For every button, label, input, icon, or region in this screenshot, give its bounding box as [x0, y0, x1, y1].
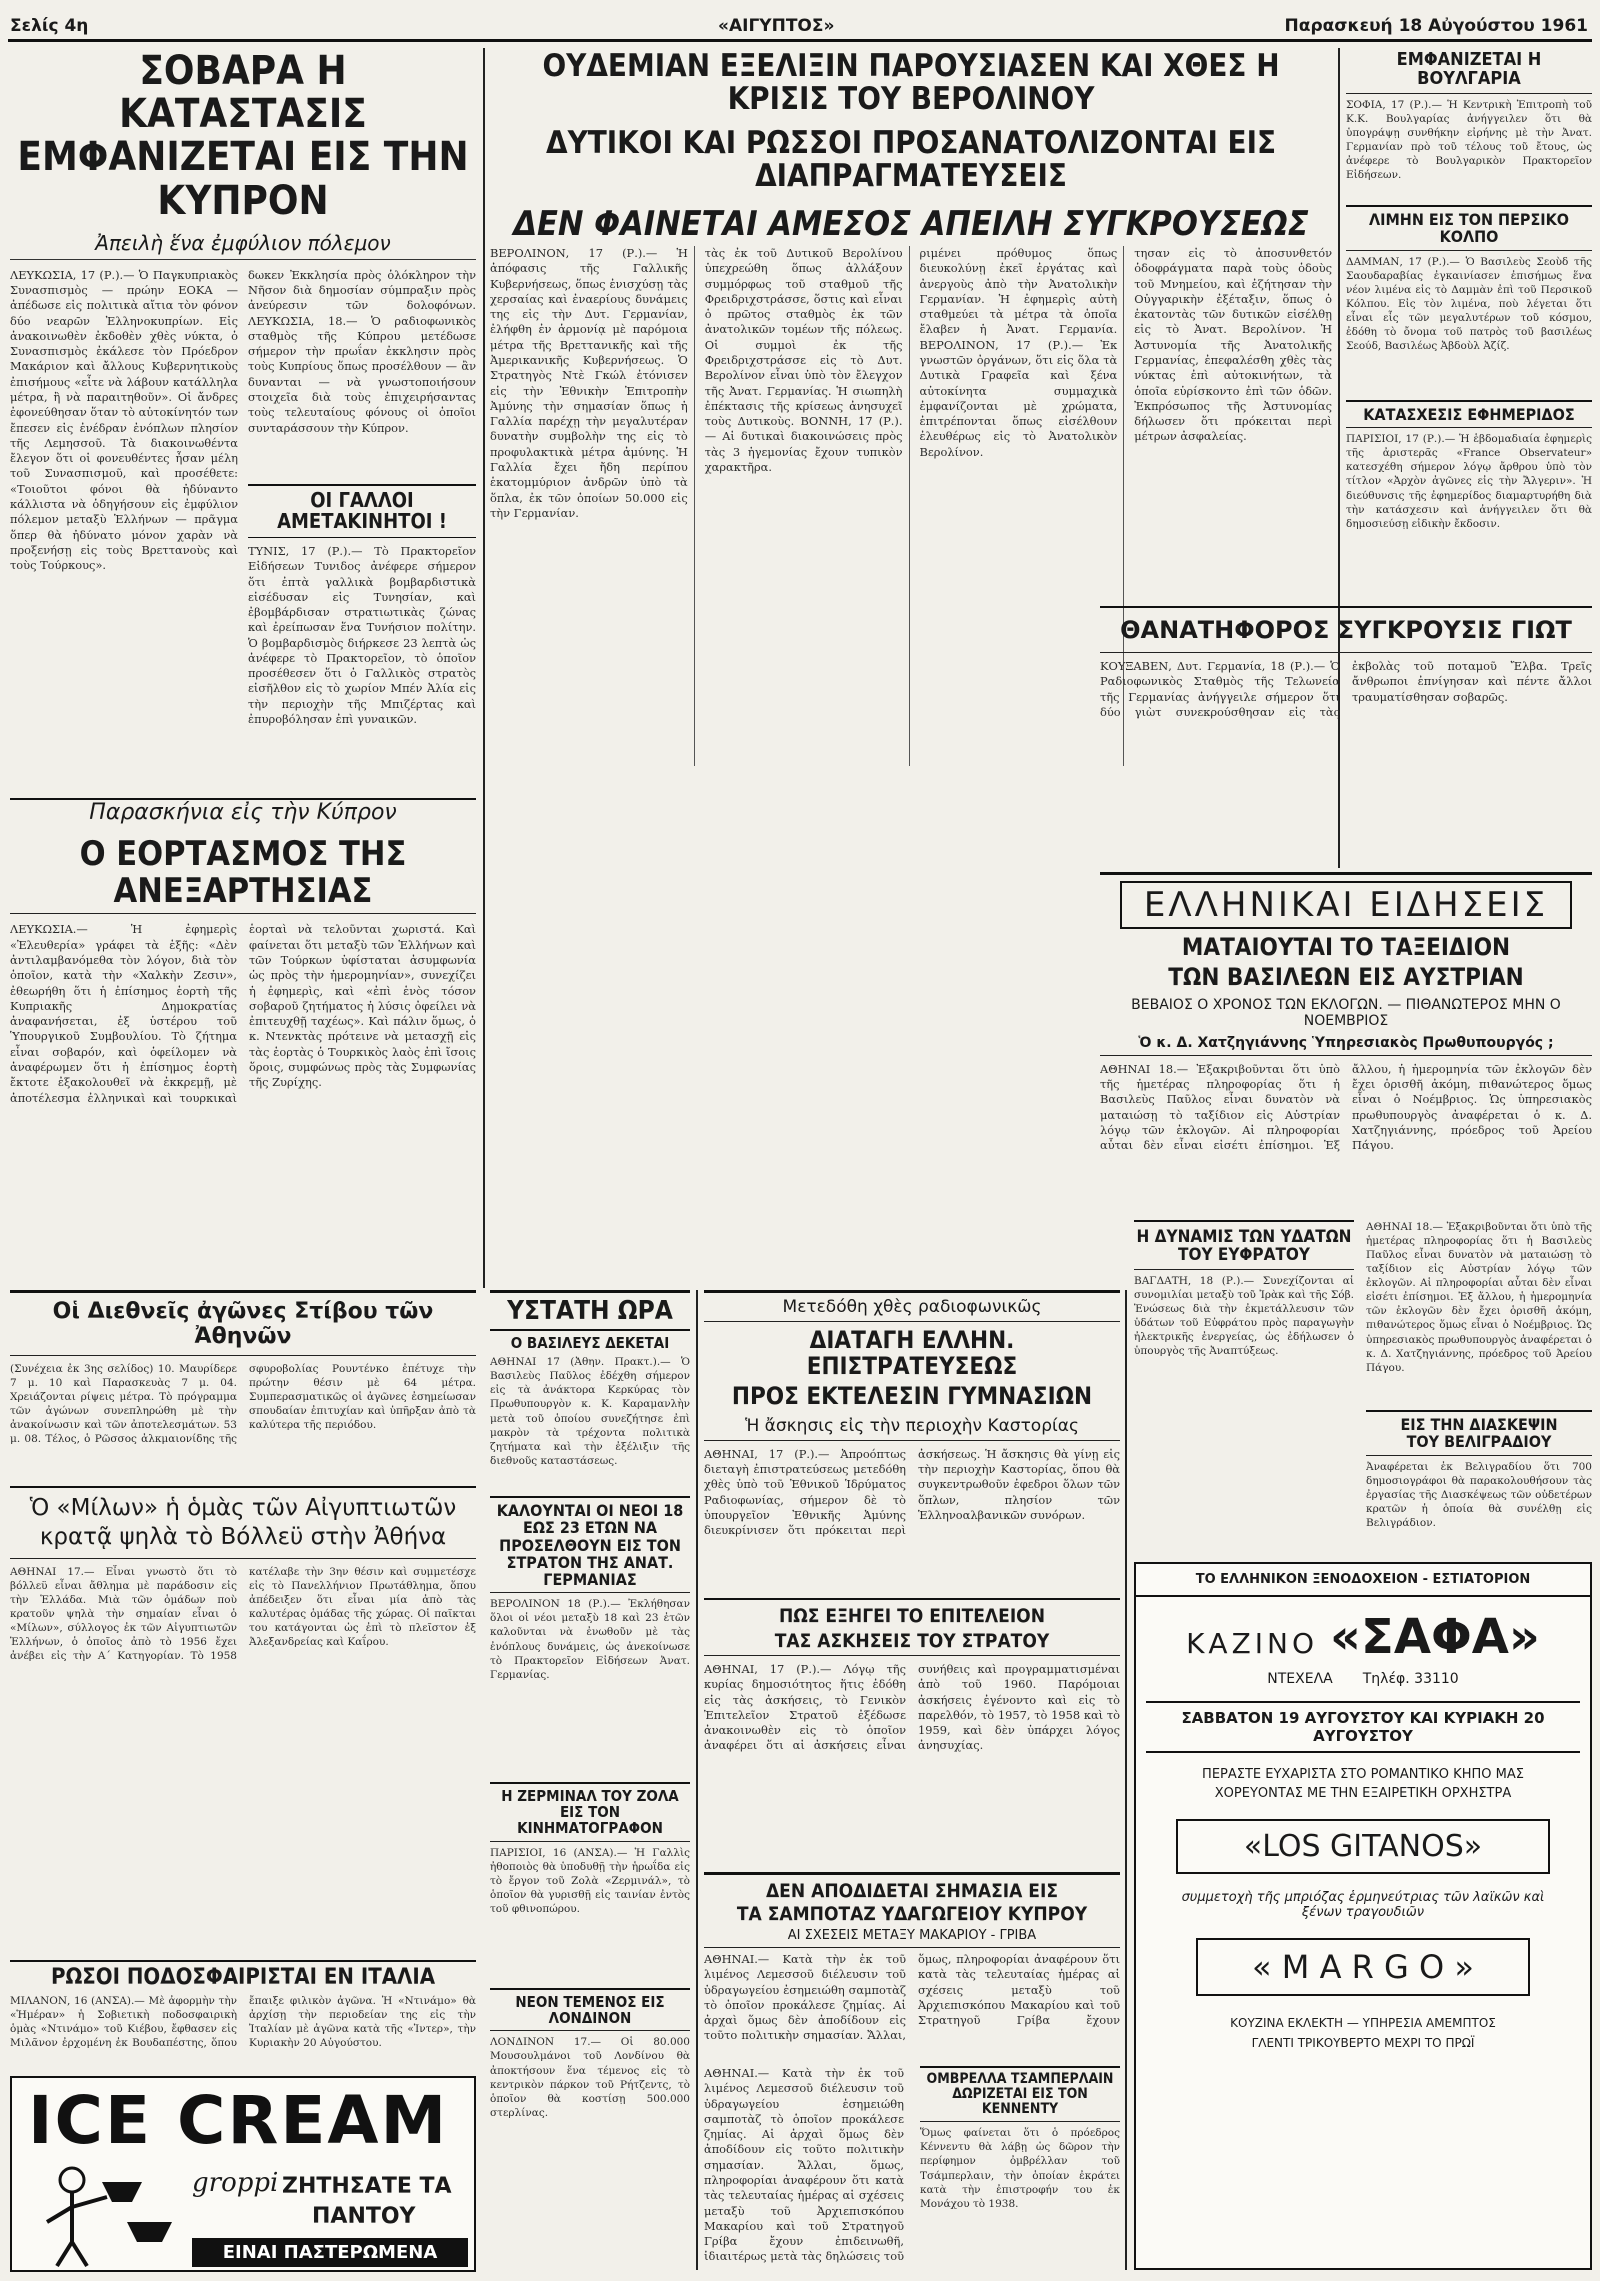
ellinikai-body: ΑΘΗΝΑΙ 18.— Ἐξακριβοῦνται ὅτι ὑπὸ τῆς ἡμετέρας πληροφορίας ὅτι ἡ Βασιλεὺς Παῦλος εἶναι δυνατὸν νὰ ματαιώσῃ τὸ ταξίδιον εἰς Αὐστρίαν λόγῳ τῶν ἐκλογῶν. Αἱ πληροφορίαι αὗται δὲν εἶναι εἰσέτι ἐπίσημοι. Ἐξ ἄλλου, ἡ ἡμερομηνία τῶν ἐκλογῶν δὲν ἔχει ὁρισθῆ ἀκόμη, πιθανώτερος ὅμως εἶναι ὁ Νοέμβριος. Ὡς ὑπηρεσιακὸς πρωθυπουργὸς ἀναφέρεται ὁ κ. Δ. Χατζηγιάννης, πρόεδρος τοῦ Ἀρείου Πάγου.	[1100, 1061, 1592, 1153]
epiteleio-body: ΑΘΗΝΑΙ, 17 (Ρ.).— Λόγῳ τῆς κυρίας δημοσιότητος ἥτις ἐδόθη εἰς τὰς ἀσκήσεις, τὸ Γενικὸν Ἐπιτελεῖον Στρατοῦ ἐξέδωσε ἀνακοινωθὲν εἰς τὸ ὁποῖον ἀναφέρει ὅτι αἱ ἀσκήσεις εἶναι συνήθεις καὶ προγραμματισμέναι ἀπὸ τοῦ 1960. Παρόμοιαι ἀσκήσεις ἐγένοντο καὶ εἰς τὸ παρελθόν, τὸ 1957, τὸ 1958 καὶ τὸ 1959, καὶ δὲν ὑπάρχει λόγος ἀνησυχίας.	[704, 1662, 1120, 1753]
ombrella-body: Ὅμως φαίνεται ὅτι ὁ πρόεδρος Κέννεντυ θὰ λάβῃ ὡς δῶρον τὴν περίφημον ὀμβρέλλαν τοῦ Τσάμπερλαιν, τὴν ὁποίαν ἐκράτει κατὰ τὴν ἐπιστροφήν του ἐκ Μονάχου τὸ 1938.	[920, 2127, 1120, 2210]
berlin-headlines	[490, 50, 1332, 240]
bulgaria-article	[1346, 50, 1592, 200]
epiteleio-headline-2: ΤΑΣ ΑΣΚΗΣΕΙΣ ΤΟΥ ΣΤΡΑΤΟΥ	[704, 1631, 1120, 1657]
ellinikai-continued: ΑΘΗΝΑΙ 18.— Ἐξακριβοῦνται ὅτι ὑπὸ τῆς ἡμετέρας πληροφορίας ὅτι ἡ Βασιλεὺς Παῦλος εἶναι δυνατὸν νὰ ματαιώσῃ τὸ ταξίδιον εἰς Αὐστρίαν λόγῳ τῶν ἐκλογῶν. Αἱ πληροφορίαι αὗται δὲν εἶναι εἰσέτι ἐπίσημοι. Ἐξ ἄλλου, ἡ ἡμερομηνία τῶν ἐκλογῶν δὲν ἔχει ὁρισθῆ ἀκόμη, πιθανώτερος ὅμως εἶναι ὁ Νοέμβριος. Ὡς ὑπηρεσιακὸς πρωθυπουργὸς ἀναφέρεται ὁ κ. Δ. Χατζηγιάννης, πρόεδρος τοῦ Ἀρείου Πάγου.	[1366, 1221, 1592, 1374]
column-rule	[1125, 1290, 1127, 2270]
eortasmos-body: ΛΕΥΚΩΣΙΑ.— Ἡ ἐφημερὶς «Ἐλευθερία» γράφει τὰ ἑξῆς: «Δὲν ἀντιλαμβανόμεθα τὸν λόγον, διὰ τὸν ὁποῖον, κατὰ τὴν «Χαλκὴν Ζεσιν», ἐθεωρήθη ὅτι ἡ ἐπίσημος ἑορτὴ τῆς Κυπριακῆς Δημοκρατίας ἀναφανήσεται, ἐξ ὑστέρου τοῦ Ὑπουργικοῦ Συμβουλίου. Τὸ ζήτημα εἶναι σοβαρόν, καὶ ὁφείλομεν νὰ ἀναφέρωμεν ὅτι ἡ ἐπίσημος ἑορτὴ ἔκτοτε ἐξακολουθεῖ νὰ ἐκκρεμῇ, μὲ ἀποτέλεσμα ἐλληνικαὶ καὶ τουρκικαὶ ἑορταὶ νὰ τελοῦνται χωριστά. Καὶ φαίνεται ὅτι μεταξὺ τῶν Ἑλλήνων καὶ τῶν Τούρκων ὑφίσταται ἀσυμφωνία ὡς πρὸς τὴν ἡμερομηνίαν», συνεχίζει ἡ ἐφημερὶς, καὶ «ἐπὶ ἑνὸς τόσον σοβαροῦ ζητήματος ἡ λύσις ὀφείλει νὰ ἐπιτευχθῇ ταχέως». Καὶ πάλιν ὅμως, ὁ κ. Ντενκτὰς πρότεινε νὰ μετασχῇ εἰς τὰς ἑορτὰς ὁ Τουρκικὸς λαὸς ἐπὶ ἴσοις ὅροις, συμφώνως πρὸς τὰς Συμφωνίας τῆς Ζυρίχης.	[10, 922, 476, 1105]
paraskinia-heading: Παρασκήνια εἰς τὴν Κύπρον	[10, 798, 476, 832]
icecream-ad	[10, 2076, 476, 2272]
icecream-title: ICE CREAM	[28, 2082, 449, 2159]
icecream-line1: ΖΗΤΗΣΑΤΕ ΤΑ	[282, 2174, 452, 2199]
safa-name: «ΣΑΦΑ»	[1330, 1609, 1540, 1665]
rosoi-article	[10, 1960, 476, 2070]
berlin-headline-3: ΔΕΝ ΦΑΙΝΕΤΑΙ ΑΜΕΣΟΣ ΑΠΕΙΛΗ ΣΥΓΚΡΟΥΣΕΩΣ	[513, 203, 1309, 240]
thanatiforos-article	[1100, 606, 1592, 864]
kaloyntai-body: ΒΕΡΟΛΙΝΟΝ 18 (Ρ.).— Ἐκλήθησαν ὅλοι οἱ νέοι μεταξὺ 18 καὶ 23 ἐτῶν καλοῦνται νὰ ἐνωθοῦν μὲ τὰς ἐνόπλους δυνάμεις, ὡς ἀνεκοίνωσε τὸ Πρακτορεῖον Εἰδήσεων Ἀνατ. Γερμανίας.	[490, 1598, 690, 1681]
eortasmos-article	[10, 836, 476, 1276]
persiko-headline: ΛΙΜΗΝ ΕΙΣ ΤΟΝ ΠΕΡΣΙΚΟ ΚΟΛΠΟ	[1346, 207, 1592, 251]
ydata-headline-1: Η ΔΥΝΑΜΙΣ ΤΩΝ ΥΔΑΤΩΝ	[1134, 1220, 1354, 1246]
rosoi-headline: ΡΩΣΟΙ ΠΟΔΟΣΦΑΙΡΙΣΤΑΙ ΕΝ ΙΤΑΛΙΑ	[50, 1965, 436, 1990]
efimerides-article	[1346, 400, 1592, 600]
safa-place: ΝΤΕΧΕΛΑ	[1267, 1671, 1333, 1687]
sampotaz-continued: ΑΘΗΝΑΙ.— Κατὰ τὴν ἐκ τοῦ λιμένος Λεμεσσοῦ διέλευσιν τοῦ ὑδραγωγείου ἐσημειώθη σαμποτὰζ τὸ ὁποῖον προκάλεσε ζημίας. Αἱ ἀρχαὶ ὅμως δὲν ἀποδίδουν εἰς τοῦτο πολιτικὴν σημασίαν. Ἄλλαι, ὅμως, πληροφορίαι ἀναφέρουν ὅτι κατὰ τὰς τελευταίας ἡμέρας αἱ σχέσεις μεταξὺ τοῦ Ἀρχιεπισκόπου Μακαρίου καὶ τοῦ Στρατηγοῦ Γρίβα ἔχουν ἐπιδεινωθῆ, ἰδιαιτέρως μετὰ τὰς δηλώσεις τοῦ	[704, 2066, 904, 2264]
agones-article	[10, 1290, 476, 1480]
epiteleio-headline-1: ΠΩΣ ΕΞΗΓΕΙ ΤΟ ΕΠΙΤΕΛΕΙΟΝ	[778, 1605, 1046, 1627]
zola-body: ΠΑΡΙΣΙΟΙ, 16 (ΑΝΣΑ).— Ἡ Γαλλὶς ἠθοποιὸς θὰ ὑποδυθῇ τὴν ἡρωΐδα εἰς τὸ ἔργον τοῦ Ζολὰ «Ζερμινάλ», τὸ ὁποῖον θὰ γυρισθῇ εἰς ταινίαν ἐντὸς τοῦ φθινοπώρου.	[490, 1846, 690, 1915]
safa-top: ΤΟ ΕΛΛΗΝΙΚΟΝ ΞΕΝΟΔΟΧΕΙΟΝ - ΕΣΤΙΑΤΟΡΙΟΝ	[1136, 1564, 1590, 1597]
milon-headline: Ὁ «Μίλων» ἡ ὁμὰς τῶν Αἰγυπτιωτῶν κρατᾷ ψηλὰ τὸ Βόλλεϋ στὴν Ἀθήνα	[10, 1488, 476, 1559]
efimerides-body: ΠΑΡΙΣΙΟΙ, 17 (Ρ.).— Ἡ ἑβδομαδιαία ἐφημερὶς τῆς ἀριστερᾶς «France Observateur» κατεσχέθη σήμερον λόγῳ ἄρθρου ὑπὸ τὸν τίτλον «Ἀρχὸν ἀγῶνες εἰς τὴν Ἄλγεριν». Ἡ διεύθυνσις τῆς ἐφημερίδος διαμαρτυρήθη διὰ τὴν κατάσχεσιν καὶ ἀνήγγειλεν ὅτι θὰ δημοσιεύσῃ εἰδικὴν ἔκδοσιν.	[1346, 433, 1592, 530]
sampotaz-article	[704, 1872, 1120, 2062]
safa-dates: ΣΑΒΒΑΤΟΝ 19 ΑΥΓΟΥΣΤΟΥ ΚΑΙ ΚΥΡΙΑΚΗ 20 ΑΥΓΟΥΣΤΟΥ	[1146, 1701, 1580, 1753]
sampotaz-body: ΑΘΗΝΑΙ.— Κατὰ τὴν ἐκ τοῦ λιμένος Λεμεσσοῦ διέλευσιν τοῦ ὑδραγωγείου ἐσημειώθη σαμποτὰζ τὸ ὁποῖον προκάλεσε ζημίας. Αἱ ἀρχαὶ ὅμως δὲν ἀποδίδουν εἰς τοῦτο πολιτικὴν σημασίαν. Ἄλλαι, ὅμως, πληροφορίαι ἀναφέρουν ὅτι κατὰ τὰς τελευταίας ἡμέρας αἱ σχέσεις μεταξὺ τοῦ Ἀρχιεπισκόπου Μακαρίου καὶ τοῦ Στρατηγοῦ Γρίβα ἔχουν	[704, 1952, 1120, 2043]
diaskepsis-headline-1: ΕΙΣ ΤΗΝ ΔΙΑΣΚΕΨΙΝ	[1366, 1410, 1592, 1433]
temenos-body: ΛΟΝΔΙΝΟΝ 17.— Οἱ 80.000 Μουσουλμάνοι τοῦ Λονδίνου θὰ ἀποκτήσουν ἕνα τέμενος εἰς τὸ κεντρικὸν πάρκον τοῦ Ρήτζεντς, τὸ ὁποῖον θὰ κοστίσῃ 500.000 στερλίνας.	[490, 2036, 690, 2119]
ydata-headline-2: ΤΟΥ ΕΥΦΡΑΤΟΥ	[1134, 1246, 1354, 1269]
milon-article	[10, 1486, 476, 1956]
zola-headline: Η ΖΕΡΜΙΝΑΛ ΤΟΥ ΖΟΛΑ ΕΙΣ ΤΟΝ ΚΙΝΗΜΑΤΟΓΡΑΦΟΝ	[490, 1784, 690, 1842]
milon-body: ΑΘΗΝΑΙ 17.— Εἶναι γνωστὸ ὅτι τὸ βόλλεϋ εἶναι ἄθλημα μὲ παράδοσιν εἰς τὴν Ἑλλάδα. Μιὰ τῶν ὁμάδων ποὺ κρατοῦν ψηλὰ τὴν σημαίαν εἶναι ὁ «Μίλων», σύλλογος ἐκ τῶν Αἰγυπτιωτῶν Ἑλλήνων, ὁ ὁποῖος ἀπὸ τὸ 1956 ἔχει ἀνέβει εἰς τὴν Α΄ Κατηγορίαν. Τὸ 1958 κατέλαβε τὴν 3ην θέσιν καὶ συμμετέσχε εἰς τὸ Πανελλήνιον Πρωτάθλημα, ὅπου ἀπέδειξεν ὅτι εἶναι μία ἀπὸ τὰς καλυτέρας ὁμάδας τῆς χώρας. Οἱ παῖκται του κατάγονται ὡς ἐπὶ τὸ πλεῖστον ἐξ Ἀλεξανδρείας καὶ Καΐρου.	[10, 1565, 476, 1662]
column-rule	[696, 1290, 698, 2270]
radio-kicker: Μετεδόθη χθὲς ραδιοφωνικῶς	[704, 1293, 1120, 1322]
ombrella-headline-2: ΔΩΡΙΖΕΤΑΙ ΕΙΣ ΤΟΝ ΚΕΝΝΕΝΤΥ	[920, 2087, 1120, 2122]
radio-headline-1: ΔΙΑΤΑΓΗ ΕΛΛΗΝ. ΕΠΙΣΤΡΑΤΕΥΣΕΩΣ	[806, 1326, 1018, 1380]
thanatiforos-headline: ΘΑΝΑΤΗΦΟΡΟΣ ΣΥΓΚΡΟΥΣΙΣ ΓΙΩΤ	[1100, 608, 1592, 653]
page-header	[8, 8, 1592, 42]
icecream-line2: ΠΑΝΤΟΥ	[312, 2204, 416, 2229]
cyprus-body-left: ΛΕΥΚΩΣΙΑ, 17 (Ρ.).— Ὁ Παγκυπριακὸς Συνασπισμὸς — πρώην ΕΟΚΑ — ἀπέδωσε εἰς πολιτικὰ αἴτια τὸν φόνον δύο νεαρῶν Ἑλληνοκυπρίων. Εἰς ἀνακοινωθὲν ἐκδοθὲν χθὲς νύκτα, ὁ Συνασπισμὸς ἐκάλεσε τὸν Πρόεδρον Μακάριον καὶ ἄλλους Κυβερνητικοὺς ἐπισήμους «εἶτε νὰ λάβουν κατάλληλα μέτρα, ἢ νὰ παραιτηθοῦν». Οἱ ἄνδρες ἐφονεύθησαν ὅταν τὸ αὐτοκίνητόν των ἔπεσεν εἰς ἐνέδραν ἐνόπλων πλησίον τῆς Λεμησσοῦ. Τὰ διακοινωθέντα ἔλεγον ὅτι οἱ φονευθέντες ἦσαν μέλη τοῦ Συνασπισμοῦ, καὶ προσέθετε: «Τοιοῦτοι φόνοι θὰ ἠδύναντο κάλλιστα νὰ ὁδηγήσουν εἰς ἐμφύλιον πόλεμον μεταξὺ Ἑλλήνων — πρᾶγμα ὅπερ θὰ ἠδύνατο μόνον χαρὰν νὰ προξενήσῃ εἰς τοὺς Βρεττανοὺς καὶ τοὺς Τούρκους».	[10, 267, 238, 573]
ydata-body: ΒΑΓΔΑΤΗ, 18 (Ρ.).— Συνεχίζονται αἱ συνομιλίαι μεταξὺ τοῦ Ἰρὰκ καὶ τῆς Σόβ. Ἑνώσεως διὰ τὴν ἐκμετάλλευσιν τῶν ὑδάτων τοῦ Εὐφράτου πρὸς παραγωγὴν ἠλεκτρικῆς ἐνεργείας, ὡς ἐδήλωσεν ὁ ὑπουργὸς τῆς Ἀναπτύξεως.	[1134, 1274, 1354, 1358]
epiteleio-article	[704, 1598, 1120, 1868]
eortasmos-headline: Ο ΕΟΡΤΑΣΜΟΣ ΤΗΣ ΑΝΕΞΑΡΤΗΣΙΑΣ	[10, 836, 476, 914]
radio-article	[704, 1290, 1120, 1590]
safa-line2: ΧΟΡΕΥΟΝΤΑΣ ΜΕ ΤΗΝ ΕΞΑΙΡΕΤΙΚΗ ΟΡΧΗΣΤΡΑ	[1214, 1786, 1512, 1801]
ombrella-article	[704, 2066, 1120, 2272]
ellinikai-quote: Ὁ κ. Δ. Χατζηγιάννης Ὑπηρεσιακὸς Πρωθυπουργός ;	[1100, 1035, 1592, 1056]
kaloyntai-article	[490, 1496, 690, 1776]
sampotaz-headline-1: ΔΕΝ ΑΠΟΔΙΔΕΤΑΙ ΣΗΜΑΣΙΑ ΕΙΣ	[765, 1880, 1059, 1902]
page-number: Σελίς 4η	[10, 16, 89, 36]
ellinikai-article	[1100, 872, 1592, 1212]
radio-body: ΑΘΗΝΑΙ, 17 (Ρ.).— Ἀπροόπτως διεταγὴ ἐπιστρατεύσεως μετεδόθη χθὲς ὑπὸ τοῦ Ἐθνικοῦ Ἱδρύματος Ραδιοφωνίας, σήμερον δὲ τὸ ὑπουργεῖον Ἐθνικῆς Ἀμύνης διευκρίνισεν ὅτι πρόκειται περὶ ἀσκήσεως. Ἡ ἄσκησις θὰ γίνῃ εἰς τὴν περιοχὴν Καστορίας, ὅπου θὰ συγκεντρωθοῦν ἐφεδροι ὅλων τῶν ὅπλων, πλησίον τῶν Ἑλληνοαλβανικῶν συνόρων.	[704, 1446, 1120, 1538]
berlin-col-2: τὰς ἐκ τοῦ Δυτικοῦ Βερολίνου ὑπεχρεώθη ὅπως ἀλλάξουν συμμόρφως τοῦ σταθμοῦ τῆς Φρειδριχστράσσε, ὅστις καὶ εἶναι ὁ πρῶτος σταθμὸς ἐκ τῶν ἀνατολικῶν τομέων τῆς πόλεως. Οἱ συμμοὶ ἐκ τῆς Φρειδριχστράσσε εἰς τὸ Δυτ. Βερολίνον εἶναι ὑπὸ τὸν ἔλεγχον τῆς Ἀνατ. Γερμανίας. Ἡ σιωπηλὴ ἐπέκτασις τῆς κρίσεως ἀνησυχεῖ τοὺς Δυτικοὺς. ΒΟΝΝΗ, 17 (Ρ.).— Αἱ δυτικαὶ διακοινώσεις πρὸς τὰς 3 ἡγεμονίας ἔχουν τυπικὸν χαρακτῆρα.	[705, 246, 910, 766]
ellinikai-label: ΕΛΛΗΝΙΚΑΙ ΕΙΔΗΣΕΙΣ	[1120, 881, 1572, 929]
ellinikai-headline-1: ΜΑΤΑΙΟΥΤΑΙ ΤΟ ΤΑΞΕΙΔΙΟΝ	[1181, 933, 1511, 961]
temenos-article	[490, 1988, 690, 2272]
ystati-subheadline: Ο ΒΑΣΙΛΕΥΣ ΔΕΚΕΤΑΙ	[510, 1334, 670, 1353]
diaskepsis-article	[1366, 1220, 1592, 1550]
berlin-col-4: τησαν εἰς τὸ ἀποσυνθετόν ὁδοφράγματα παρὰ τοὺς ὁδοὺς τοῦ Μνημείου, καὶ ἐζήτησαν τὴν Οὐγγαρικὴν ἐξέταξιν, ὅπως ὁ ἑκατοντὰς τῶν δυτικῶν εἰσέλθῃ εἰς τὸ Ἀνατ. Βερολίνον. Ἡ Ἀστυνομία τῆς Ἀνατολικῆς Γερμανίας, ἐπεφαλέσθη χθὲς τὰς νύκτας ἐπὶ αὐτοκινήτων, τὰ ὁποῖα εὑρίσκοντο ἐπὶ τῶν ὁδῶν. Ἐκπρόσωπος τῆς Ἀστυνομίας δήλωσεν ὅτι πρόκειται περὶ μέτρων ἀσφαλείας.	[1134, 246, 1332, 444]
temenos-headline: ΝΕΟΝ ΤΕΜΕΝΟΣ ΕΙΣ ΛΟΝΔΙΝΟΝ	[490, 1990, 690, 2031]
cyprus-body-right: δωκεν Ἐκκλησία πρὸς ὁλόκληρον τὴν Νῆσον διὰ δημοσίαν σύμπραξιν πρὸς ἀνεύρεσιν τῶν δολοφόνων. ΛΕΥΚΩΣΙΑ, 18.— Ὁ ραδιοφωνικὸς σταθμὸς τῆς Κύπρου μετέδωσε σήμερον τὴν πρωΐαν ἐκκλησιν πρὸς τοὺς Κυπρίους ὅπως προσέλθουν — ἂν δυνανται — νὰ γνωστοποιήσουν στοιχεῖα διὰ τοὺς ἐπιχειρήσαντας τοὺς τελευταίους φόνους οἱ ὁποῖοι συνταράσσουν τὴν Κύπρον.	[248, 267, 476, 435]
safa-singer: « M A R G O »	[1196, 1938, 1530, 1996]
ystati-body: ΑΘΗΝΑΙ 17 (Ἀθην. Πρακτ.).— Ὁ Βασιλεὺς Παῦλος ἐδέχθη σήμερον εἰς τὰ ἀνάκτορα Κερκύρας τὸν Πρωθυπουργὸν κ. Κ. Καραμανλὴν μετὰ τοῦ ὁποίου συνεζήτησε ἐπὶ μακρὸν τὰ τρέχοντα πολιτικὰ ζητήματα καὶ τὴν ἐξέλιξιν τῆς διεθνοῦς καταστάσεως.	[490, 1356, 690, 1467]
ombrella-headline-1: ΟΜΒΡΕΛΛΑ ΤΣΑΜΠΕΡΛΑΙΝ	[920, 2066, 1120, 2087]
paper-name: «ΑΙΓΥΠΤΟΣ»	[718, 16, 835, 36]
zola-article	[490, 1782, 690, 1982]
issue-date: Παρασκευή 18 Αὐγούστου 1961	[1284, 16, 1588, 36]
ellinikai-subheadline: ΒΕΒΑΙΟΣ Ο ΧΡΟΝΟΣ ΤΩΝ ΕΚΛΟΓΩΝ. — ΠΙΘΑΝΩΤΕΡΟΣ ΜΗΝ Ο ΝΟΕΜΒΡΙΟΣ	[1131, 996, 1561, 1029]
safa-band: «LOS GITANOS»	[1176, 1819, 1550, 1874]
safa-line1: ΠΕΡΑΣΤΕ ΕΥΧΑΡΙΣΤΑ ΣΤΟ ΡΟΜΑΝΤΙΚΟ ΚΗΠΟ ΜΑΣ	[1202, 1767, 1524, 1782]
bulgaria-headline: ΕΜΦΑΝΙΖΕΤΑΙ Η ΒΟΥΛΓΑΡΙΑ	[1346, 50, 1592, 94]
berlin-col-3: ριμένει πρόθυμος ὅπως διευκολύνῃ ἐκεῖ ἐργάτας καὶ ἀνεργοὺς ἀπὸ τὴν Ἀνατολικὴν Γερμανίαν. Ἡ ἐφημερὶς αὐτὴ σταθμεύει τὰ μέτρα τὰ ὁποῖα ἔλαβεν ἡ Ἀνατ. Γερμανία. ΒΕΡΟΛΙΝΟΝ, 17 (Ρ.).— Ἐκ γνωστῶν ὀργάνων, ὅτι εἰς ὅλα τὰ Δυτικὰ Γραφεῖα καὶ ξένα αὐτοκίνητα συμμαχικὰ ἐμφανίζονται μὲ χρώματα, ἐπιτρέπονται ὅπως εἰσέλθουν ἐλευθέρως εἰς τὸ Ἀνατολικὸν Βερολίνον.	[920, 246, 1125, 766]
diaskepsis-body: Ἀναφέρεται ἐκ Βελιγραδίου ὅτι 700 δημοσιογράφοι θὰ παρακολουθήσουν τὰς ἐργασίας τῆς Διασκέψεως τῶν οὐδετέρων κρατῶν ἡ ὁποία θὰ συνέλθῃ εἰς Βελιγράδιον.	[1366, 1460, 1592, 1529]
berlin-headline-1: ΟΥΔΕΜΙΑΝ ΕΞΕΛΙΞΙΝ ΠΑΡΟΥΣΙΑΣΕΝ ΚΑΙ ΧΘΕΣ Η ΚΡΙΣΙΣ ΤΟΥ ΒΕΡΟΛΙΝΟΥ	[542, 50, 1280, 118]
cyprus-headline: ΣΟΒΑΡΑ Η ΚΑΤΑΣΤΑΣΙΣ ΕΜΦΑΝΙΖΕΤΑΙ ΕΙΣ ΤΗΝ ΚΥΠΡΟΝ	[17, 50, 469, 224]
waiter-illustration	[32, 2162, 182, 2268]
safa-hours: ΓΛΕΝΤΙ ΤΡΙΚΟΥΒΕΡΤΟ ΜΕΧΡΙ ΤΟ ΠΡΩΪ	[1251, 2036, 1475, 2050]
column-rule	[483, 48, 485, 1288]
radio-headline-2: ΠΡΟΣ ΕΚΤΕΛΕΣΙΝ ΓΥΜΝΑΣΙΩΝ	[731, 1381, 1093, 1410]
sampotaz-subheadline: ΑΙ ΣΧΕΣΕΙΣ ΜΕΤΑΞΥ ΜΑΚΑΡΙΟΥ - ΓΡΙΒΑ	[704, 1928, 1120, 1948]
ellinikai-headline-2: ΤΩΝ ΒΑΣΙΛΕΩΝ ΕΙΣ ΑΥΣΤΡΙΑΝ	[1168, 962, 1524, 991]
agones-body: (Συνέχεια ἐκ 3ης σελίδος) 10. Μαυρίδερε 7 μ. 10 καὶ Παρασκευὰς 7 μ. 04. Χρειάζονται ρίψεις μέτρα. Τὸ πρόγραμμα τῶν ἀγώνων συνεπληρώθη μὲ τὴν ἀνακοίνωσιν καὶ τῶν ἀποτελεσμάτων. 53 μ. 08. Τέλος, ὁ Ρῶσσος ἀλκμαιονίδης τῆς σφυροβολίας Ρουντένκο ἐπέτυχε τὴν πρώτην θέσιν μὲ 64 μέτρα. Συμπερασματικῶς οἱ ἀγῶνες ἐσημείωσαν σπουδαίαν ἐπιτυχίαν καὶ ὑπῆρξαν ἀπὸ τὰ καλύτερα τῆς περιόδου.	[10, 1363, 476, 1446]
efimerides-headline: ΚΑΤΑΣΧΕΣΙΣ ΕΦΗΜΕΡΙΔΟΣ	[1346, 402, 1592, 428]
bulgaria-body: ΣΟΦΙΑ, 17 (Ρ.).— Ἡ Κεντρικὴ Ἐπιτροπὴ τοῦ Κ.Κ. Βουλγαρίας ἀνήγγειλεν ὅτι θὰ ὑπογράψῃ συνθήκην εἰρήνης μὲ τὴν Ἀνατ. Γερμανίαν πρὸ τοῦ τέλους τοῦ ἔτους, ὡς ἀνέφερε τὸ Βουλγαρικὸν Πρακτορεῖον Εἰδήσεων.	[1346, 98, 1592, 182]
galloi-body: ΤΥΝΙΣ, 17 (Ρ.).— Τὸ Πρακτορεῖον Εἰδήσεων Τυνιδος ἀνέφερε σήμερον ὅτι ἐπτὰ γαλλικὰ βομβαρδιστικὰ εἰσέδυσαν εἰς Τυνησίαν, καὶ ἐβομβάρδισαν στρατιωτικὰς ζώνας καὶ ἐρείπωσαν ἕνα Τυνήσιον πολίτην. Ὁ βομβαρδισμὸς διήρκεσε 23 λεπτὰ ὡς ἀνέφερε τὸ Πρακτορεῖον, τὸ ὁποῖον προσέθεσεν ὅτι ὁ Γαλλικὸς στρατὸς εἰσῆλθον εἰς τὸ χωρίον Μπέν Ἀλία εἰς τὴν περιοχὴν τῆς Μπιζέρτας καὶ ἐπυροβόλησαν ἐπὶ γυναικῶν.	[248, 543, 476, 727]
ydata-article	[1134, 1220, 1354, 1550]
thanatiforos-body: ΚΟΥΞΑΒΕΝ, Δυτ. Γερμανία, 18 (Ρ.).— Ὁ Ραδιοφωνικὸς Σταθμὸς τῆς Τελωνεία τῆς Γερμανίας ἀνήγγειλε σήμερον ὅτι δύο γιὼτ συνεκρούσθησαν εἰς τὰς ἐκβολὰς τοῦ ποταμοῦ Ἔλβα. Τρεῖς ἄνθρωποι ἐπνίγησαν καὶ πέντε ἄλλοι τραυματίσθησαν σοβαρῶς.	[1100, 659, 1592, 719]
safa-phone: Τηλέφ. 33110	[1362, 1671, 1459, 1687]
safa-line3: συμμετοχὴ τῆς μπριόζας ἑρμηνεύτριας τῶν λαϊκῶν καὶ ξένων τραγουδιῶν	[1181, 1890, 1545, 1920]
ystati-article	[490, 1290, 690, 1490]
agones-headline: Οἱ Διεθνεῖς ἀγῶνες Στίβου τῶν Ἀθηνῶν	[10, 1293, 476, 1356]
diaskepsis-headline-2: ΤΟΥ ΒΕΛΙΓΡΑΔΙΟΥ	[1366, 1433, 1592, 1455]
safa-kitchen: ΚΟΥΖΙΝΑ ΕΚΛΕΚΤΗ — ΥΠΗΡΕΣΙΑ ΑΜΕΜΠΤΟΣ	[1230, 2016, 1496, 2030]
safa-kazino: ΚΑΖΙΝΟ	[1186, 1627, 1319, 1660]
kaloyntai-headline: ΚΑΛΟΥΝΤΑΙ ΟΙ ΝΕΟΙ 18 ΕΩΣ 23 ΕΤΩΝ ΝΑ ΠΡΟΣΕΛΘΟΥΝ ΕΙΣ ΤΟΝ ΣΤΡΑΤΟΝ ΤΗΣ ΑΝΑΤ. ΓΕΡΜΑΝΙΑΣ	[490, 1498, 690, 1593]
berlin-headline-2: ΔΥΤΙΚΟΙ ΚΑΙ ΡΩΣΣΟΙ ΠΡΟΣΑΝΑΤΟΛΙΖΟΝΤΑΙ ΕΙΣ ΔΙΑΠΡΑΓΜΑΤΕΥΣΕΙΣ	[545, 124, 1277, 195]
icecream-brand: groppi	[192, 2168, 279, 2198]
rosoi-body: ΜΙΛΑΝΟΝ, 16 (ΑΝΣΑ).— Μὲ ἀφορμὴν τὴν «Ἡμέραν» ἡ Σοβιετικὴ ποδοσφαιρικὴ ὁμὰς «Ντινάμο» τοῦ Κιέβου, ἔφθασεν εἰς Μιλᾶνον ἐρχομένη ἐκ Βουδαπέστης, ὅπου ἔπαιξε φιλικὸν ἀγῶνα. Ἡ «Ντινάμο» θὰ ἀρχίσῃ τὴν περιοδείαν της εἰς τὴν Ἰταλίαν μὲ ἀγῶνα κατὰ τῆς «Ἰντερ», τὴν Κυριακὴν 20 Αὐγούστου.	[10, 1994, 476, 2049]
ystati-headline: ΥΣΤΑΤΗ ΩΡΑ	[490, 1293, 690, 1331]
radio-subheadline: Ἡ ἄσκησις εἰς τὴν περιοχὴν Καστορίας	[704, 1416, 1120, 1441]
cyprus-article	[10, 50, 476, 790]
galloi-headline: ΟΙ ΓΑΛΛΟΙ ΑΜΕΤΑΚΙΝΗΤΟΙ !	[248, 484, 476, 538]
icecream-footer: ΕΙΝΑΙ ΠΑΣΤΕΡΩΜΕΝΑ	[192, 2238, 468, 2267]
safa-ad	[1134, 1562, 1592, 2270]
sampotaz-headline-2: ΤΑ ΣΑΜΠΟΤΑΖ ΥΔΑΓΩΓΕΙΟΥ ΚΥΠΡΟΥ	[736, 1902, 1088, 1925]
berlin-col-1: ΒΕΡΟΛΙΝΟΝ, 17 (Ρ.).— Ἡ ἀπόφασις τῆς Γαλλικῆς Κυβερνήσεως, ὅπως ἐνισχύσῃ τὰς χερσαίας καὶ ἐναερίους δυνάμεις της εἰς τὴν Δυτ. Γερμανίαν, ἐλήφθη ἐν ἁρμονίᾳ μὲ παρόμοια μέτρα τῆς Βρεττανικῆς καὶ τῆς Ἀμερικανικῆς Κυβερνήσεως. Ὁ Στρατηγὸς Ντὲ Γκώλ ἐτόνισεν εἰς τὴν Ἐθνικὴν Ἐπιτροπὴν Ἀμύνης τὴν σημασίαν ὅπως ἡ Γαλλία παρέχῃ τὴν μεγαλυτέραν δυνατὴν συμβολὴν της εἰς τὸ προφυλακτικὰ μέτρα ἀμύνης. Ἡ Γαλλία ἔχει ἤδη περίπου ἑκατομμύριον ἀνδρῶν ὑπὸ τὰ ὅπλα, ἐκ τῶν ὁποίων 50.000 εἰς τὴν Γερμανίαν.	[490, 246, 695, 766]
persiko-article	[1346, 205, 1592, 395]
persiko-body: ΔΑΜΜΑΝ, 17 (Ρ.).— Ὁ Βασιλεὺς Σεοὺδ τῆς Σαουδαραβίας ἐγκαινίασεν ἐπισήμως ἕνα νέον λιμένα εἰς τὸ Δαμμὰν ἐπὶ τοῦ Περσικοῦ Κόλπου. Εἰς τὸν λιμένα, ποὺ λέγεται ὅτι εἶναι εἷς τῶν μεγαλυτέρων τοῦ κόσμου, ἐδόθη τὸ ὄνομα τοῦ πατρὸς τοῦ βασιλέως Σεούδ, Βασιλέως Ἀβδοὺλ Ἀζίζ.	[1346, 255, 1592, 352]
cyprus-subheadline: Ἀπειλὴ ἕνα ἐμφύλιον πόλεμον	[10, 231, 476, 260]
